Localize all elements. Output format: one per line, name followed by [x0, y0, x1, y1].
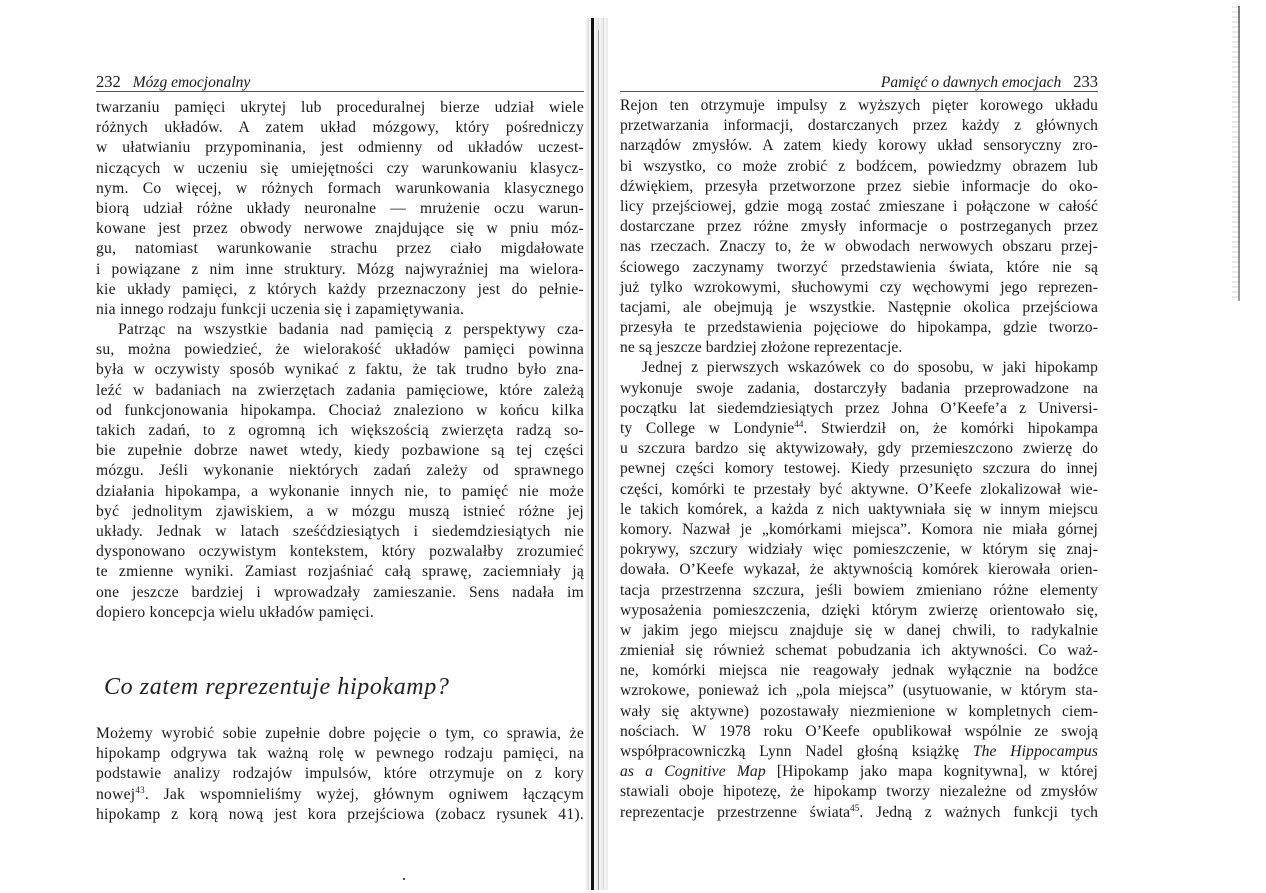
- text-line: być jednolitym zjawiskiem, a w mózgu muszą istnieć różne jej: [96, 502, 584, 520]
- text-line: gu, natomiast warunkowanie strachu przez ciało migdałowate: [96, 240, 584, 258]
- text-line: tacja przestrzenna szczura, jeśli bowiem zmieniano różne elementy: [620, 581, 1098, 599]
- text-line: ne, komórki miejsca nie reagowały jednak wyłącznie na bodźce: [620, 662, 1098, 680]
- text-line: tacjami, ale obejmują je wszystkie. Następnie okolica przejściowa: [620, 298, 1098, 316]
- text-line: takich zadań, to z ogromną ich większością zwierzęta radzą so-: [96, 422, 584, 439]
- text-line: Patrząc na wszystkie badania nad pamięcią z perspektywy cza-: [118, 321, 584, 339]
- text-line: części, komórki te przestały być aktywne. O’Keefe zlokalizował wie-: [620, 480, 1098, 498]
- text-line: hipokamp odgrywa tak ważną rolę w pewnego rodzaju pamięci, na: [96, 745, 584, 763]
- text-line: u szczura bardzo się aktywizowały, gdy przemieszczono zwierzę do: [620, 440, 1098, 458]
- text-line: różnych układów. A zatem układ mózgowy, który pośredniczy: [96, 119, 584, 137]
- text-line: te zmienne wyniki. Zamiast rozjaśniać całą sprawę, zaciemniały ją: [96, 563, 584, 581]
- text-line: pewnej części komory testowej. Kiedy przesunięto szczura do innej: [620, 460, 1098, 478]
- text-line: hipokamp z korą nową jest kora przejściowa (zobacz rysunek 41).: [96, 805, 584, 823]
- text-line: Możemy wyrobić sobie zupełnie dobre pojęcie o tym, co sprawia, że: [96, 725, 584, 742]
- text-line: dostarczane przez różne zmysły informacje o postrzeganych przez: [620, 218, 1098, 236]
- text-line: biorą udział różne układy neuronalne — mrużenie oczu warun-: [96, 199, 584, 217]
- text-line: le takich komórek, a każda z nich uaktywniała się w innym miejscu: [620, 500, 1098, 518]
- book-gutter-shadow: [586, 18, 608, 890]
- text-line: nas rzeczach. Znaczy to, że w obwodach nerwowych obszaru przej-: [620, 238, 1098, 256]
- scan-artifact: [403, 878, 405, 880]
- text-line: wały się aktywne) pozostawały niezmienione w kompletnych ciem-: [620, 702, 1098, 720]
- running-title: Pamięć o dawnych emocjach: [880, 74, 1062, 91]
- text-line: wyposażenia pomieszczenia, dzięki którym zwierzę orientowało się,: [620, 601, 1098, 619]
- text-line: nym. Co więcej, w różnych formach warunkowania klasycznego: [96, 179, 584, 197]
- text-line: zmieniał się również schemat pobudzania ich aktywności. Co waż-: [620, 642, 1098, 660]
- book-spine-line: [591, 18, 594, 890]
- text-line: pokrywy, szczury widziały więc pomieszczenie, w którym się znaj-: [620, 541, 1098, 559]
- page-edge-line: [1238, 6, 1240, 301]
- text-line: ściowego zaczynamy tworzyć przedstawienia świata, które nie są: [620, 258, 1098, 276]
- footnote-ref[interactable]: 43: [135, 784, 145, 795]
- header-rule: [620, 91, 1098, 92]
- footnote-ref[interactable]: 45: [850, 802, 860, 813]
- text-line-with-footnote: [620, 419, 1098, 439]
- text-line: działania hipokampa, a wykonanie innych nie, to pamięć nie może: [96, 482, 584, 500]
- text-line: nościach. W 1978 roku O’Keefe opublikował wspólnie ze swoją: [620, 722, 1098, 740]
- text-fragment: . Jak wspomnieliśmy wyżej, głównym ogniwem łączącym: [144, 785, 584, 803]
- text-line: podstawie analizy rodzajów impulsów, które otrzymuje on z kory: [96, 765, 584, 783]
- section-body-text: [96, 724, 584, 825]
- text-fragment: [Hipokamp jako mapa kognitywna], w której: [765, 763, 1098, 781]
- text-line: nia innego rodzaju funkcji uczenia się i zapamiętywania.: [96, 300, 465, 318]
- book-title: as a Cognitive Map: [620, 763, 766, 781]
- book-title: The Hippocampus: [972, 743, 1098, 760]
- text-line: stawiali oboje hipotezę, że hipokamp tworzy niezależne od zmysłów: [620, 783, 1098, 801]
- text-line: od funkcjonowania hipokampa. Chociaż znaleziono w końcu kilka: [96, 401, 584, 419]
- text-fragment: reprezentacje przestrzenne świata: [620, 803, 851, 821]
- left-body-text: [96, 98, 584, 623]
- text-line-with-title: [620, 762, 1098, 782]
- text-line: była w oczywisty sposób wynikać z faktu, że tak trudno było zna-: [96, 361, 584, 379]
- text-line: wzrokowe, ponieważ ich „pola miejsca” (usytuowanie, w którym sta-: [620, 682, 1098, 700]
- text-line: przesyła te przedstawienia pojęciowe do hipokampa, gdzie tworzo-: [620, 319, 1098, 337]
- text-line: dźwiękiem, przesyła przetworzone przez siebie informacje do oko-: [620, 177, 1098, 195]
- page-number: 233: [1073, 72, 1098, 91]
- text-line: kie układy pamięci, z których każdy przeznaczony jest do pełnie-: [96, 280, 584, 298]
- text-line: dowała. O’Keefe wykazał, że aktywnością komórek kierowała orien-: [620, 561, 1098, 579]
- text-line: wykonuje swoje zadania, dostarczyły badania przeprowadzone na: [620, 379, 1098, 397]
- text-fragment: . Stwierdził on, że komórki hipokampa: [803, 420, 1099, 437]
- text-line: Rejon ten otrzymuje impulsy z wyższych pięter korowego układu: [620, 97, 1098, 114]
- right-body-text: [620, 96, 1098, 823]
- text-fragment: nowej: [96, 785, 136, 803]
- text-line-with-footnote: [620, 803, 1098, 823]
- text-line: w jakim jego miejscu znajduje się w danej chwili, to radykalnie: [620, 621, 1098, 639]
- text-line: bie zupełnie dobrze nawet wtedy, kiedy pozbawione są tej części: [96, 442, 584, 460]
- text-line: kowane jest przez obwody nerwowe znajdujące się w pniu móz-: [96, 220, 584, 238]
- text-line: początku lat siedemdziesiątych przez Johna O’Keefe’a z Universi-: [620, 399, 1098, 417]
- text-line: dysponowano oczywistym kontekstem, który pozwalałby zrozumieć: [96, 543, 584, 561]
- text-line: leźć w badaniach na zwierzętach zadania pamięciowe, które zależą: [96, 381, 584, 399]
- text-fragment: ty College w Londynie: [620, 420, 795, 437]
- page-number: 232: [96, 72, 121, 91]
- text-line: i powiązane z nim inne struktury. Mózg najwyraźniej ma wielora-: [96, 260, 584, 278]
- text-line: twarzaniu pamięci ukrytej lub proceduralnej bierze udział wiele: [96, 99, 584, 116]
- text-fragment: współpracowniczką Lynn Nadel głośną książkę: [620, 743, 973, 760]
- text-line: komory. Nazwał je „komórkami miejsca”. Komora nie miała górnej: [620, 520, 1098, 538]
- text-line: bi wszystko, co może zrobić z bodźcem, powiedzmy obrazem lub: [620, 157, 1098, 175]
- text-line: su, można powiedzieć, że wielorakość układów pamięci powinna: [96, 341, 584, 359]
- text-line: ne są jeszcze bardziej złożone reprezentacje.: [620, 339, 903, 357]
- text-line-with-footnote: [96, 785, 584, 805]
- text-line: mózgu. Jeśli wykonanie niektórych zadań zależy od sprawnego: [96, 462, 584, 480]
- text-line: w ułatwianiu przypominania, jest odmienny od układów uczest-: [96, 139, 584, 157]
- text-line: niczących w uczeniu się umiejętności czy warunkowaniu klasycz-: [96, 159, 584, 177]
- text-line: one jeszcze bardziej i wprowadzały zamieszanie. Sens nadała im: [96, 583, 584, 601]
- left-running-head: [96, 72, 584, 92]
- section-heading: Co zatem reprezentuje hipokamp?: [104, 674, 450, 700]
- text-line: dopiero koncepcja wielu układów pamięci.: [96, 603, 375, 621]
- text-line: przetwarzania informacji, dostarczanych przez każdy z głównych: [620, 117, 1098, 135]
- text-fragment: . Jedną z ważnych funkcji tych: [859, 803, 1099, 821]
- text-line: już tylko wzrokowymi, słuchowymi czy węchowymi jego reprezen-: [620, 278, 1098, 296]
- text-line: Jednej z pierwszych wskazówek co do sposobu, w jaki hipokamp: [642, 359, 1098, 377]
- text-line-with-title: [620, 742, 1098, 762]
- text-line: licy przejściowej, gdzie mogą zostać zmieszane i połączone w całość: [620, 197, 1098, 215]
- right-running-head: [620, 72, 1098, 92]
- book-spine-edge: [598, 30, 599, 890]
- header-rule: [96, 91, 584, 92]
- text-line: narządów zmysłów. A zatem kiedy korowy układ sensoryczny zro-: [620, 137, 1098, 155]
- text-line: układy. Jednak w latach sześćdziesiątych i siedemdziesiątych nie: [96, 522, 584, 540]
- footnote-ref[interactable]: 44: [794, 419, 804, 429]
- running-title: Mózg emocjonalny: [132, 74, 251, 91]
